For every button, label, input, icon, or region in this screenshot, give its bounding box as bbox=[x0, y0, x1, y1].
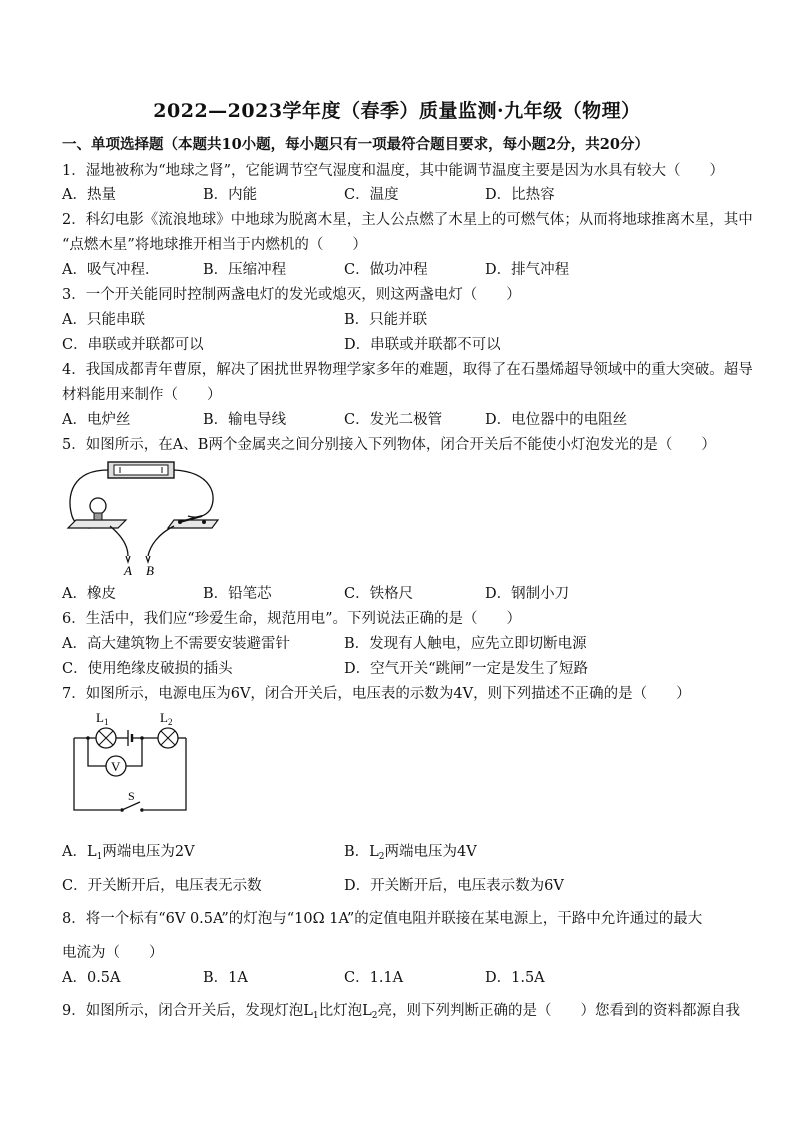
q7-option-d: D．开关断开后，电压表示数为6V bbox=[344, 878, 564, 894]
q4-stem-line2: 材料能用来制作（ ） bbox=[62, 387, 222, 403]
q6-stem: 6．生活中，我们应“珍爱生命，规范用电”。下列说法正确的是（ ） bbox=[62, 611, 522, 627]
q6-option-b: B．发现有人触电，应先立即切断电源 bbox=[344, 636, 587, 652]
q1-option-c: C．温度 bbox=[344, 187, 399, 203]
q1-stem: 1．湿地被称为“地球之肾”，它能调节空气湿度和温度，其中能调节温度主要是因为水具有较大（ ） bbox=[62, 163, 725, 179]
q1-option-b: B．内能 bbox=[203, 187, 258, 203]
q8-option-b: B．1A bbox=[203, 970, 248, 986]
section-heading: 一、单项选择题（本题共10小题，每小题只有一项最符合题目要求，每小题2分，共20分） bbox=[62, 136, 649, 153]
q2-option-a: A．吸气冲程． bbox=[62, 262, 160, 278]
q8-stem-line2: 电流为（ ） bbox=[62, 945, 164, 961]
q7-option-b: B．$L_2$两端电压为4V bbox=[344, 844, 477, 862]
q6-option-a: A．高大建筑物上不需要安装避雷针 bbox=[62, 636, 290, 652]
clip-label-b: B bbox=[146, 563, 154, 578]
q7-option-c: C．开关断开后，电压表无示数 bbox=[62, 878, 262, 894]
lamp-base-icon bbox=[68, 520, 126, 528]
clip-label-a: A bbox=[124, 563, 132, 578]
q1-option-d: D．比热容 bbox=[485, 187, 555, 203]
q4-option-b: B．输电导线 bbox=[203, 412, 287, 428]
q2-option-c: C．做功冲程 bbox=[344, 262, 428, 278]
q5-option-a: A．橡皮 bbox=[62, 586, 116, 602]
q8-option-d: D．1.5A bbox=[485, 970, 545, 986]
q4-option-c: C．发光二极管 bbox=[344, 412, 443, 428]
q4-option-d: D．电位器中的电阻丝 bbox=[485, 412, 628, 428]
switch-label: S bbox=[128, 789, 135, 803]
q8-stem-line1: 8．将一个标有“6V 0.5A”的灯泡与“10Ω 1A”的定值电阻并联接在某电源上，干路中允许通过的最大 bbox=[62, 911, 703, 927]
q6-option-d: D．空气开关“跳闸”一定是发生了短路 bbox=[344, 661, 588, 677]
wire-right bbox=[174, 470, 213, 517]
q4-option-a: A．电炉丝 bbox=[62, 412, 131, 428]
q3-option-c: C．串联或并联都可以 bbox=[62, 337, 204, 353]
voltmeter-label: V bbox=[111, 759, 121, 774]
q2-option-b: B．压缩冲程 bbox=[203, 262, 287, 278]
q5-option-c: C．铁格尺 bbox=[344, 586, 414, 602]
lightbulb-icon bbox=[90, 498, 106, 514]
q2-stem-line2: “点燃木星”将地球推开相当于内燃机的（ ） bbox=[62, 237, 367, 253]
l2-label: $L_2$ bbox=[160, 710, 173, 727]
q2-stem-line1: 2．科幻电影《流浪地球》中地球为脱离木星，主人公点燃了木星上的可燃气体；从而将地球推离木星，其中 bbox=[62, 212, 753, 228]
q5-option-d: D．钢制小刀 bbox=[485, 586, 570, 602]
q5-circuit-figure bbox=[62, 456, 222, 578]
q7-stem: 7．如图所示，电源电压为6V，闭合开关后，电压表的示数为4V，则下列描述不正确的是（ ） bbox=[62, 686, 691, 702]
q3-option-a: A．只能串联 bbox=[62, 312, 145, 328]
q8-option-c: C．1.1A bbox=[344, 970, 404, 986]
q6-option-c: C．使用绝缘皮破损的插头 bbox=[62, 661, 233, 677]
l1-label: $L_1$ bbox=[96, 710, 109, 727]
q5-option-b: B．铅笔芯 bbox=[203, 586, 272, 602]
q8-option-a: A．0.5A bbox=[62, 970, 121, 986]
q2-option-d: D．排气冲程 bbox=[485, 262, 570, 278]
q3-stem: 3．一个开关能同时控制两盏电灯的发光或熄灭，则这两盏电灯（ ） bbox=[62, 287, 521, 303]
q7-option-a: A．$L_1$两端电压为2V bbox=[62, 844, 195, 862]
lead-b bbox=[148, 526, 174, 556]
switch-base-icon bbox=[168, 520, 218, 528]
q1-option-a: A．热量 bbox=[62, 187, 116, 203]
lead-a bbox=[110, 526, 128, 556]
q7-circuit-figure bbox=[66, 706, 196, 818]
q5-stem: 5．如图所示，在A、B两个金属夹之间分别接入下列物体，闭合开关后不能使小灯泡发光的是（ ） bbox=[62, 437, 716, 453]
q3-option-d: D．串联或并联都不可以 bbox=[344, 337, 501, 353]
q3-option-b: B．只能并联 bbox=[344, 312, 428, 328]
q9-stem: 9．如图所示，闭合开关后，发现灯泡$L_1$比灯泡$L_2$亮，则下列判断正确的是（ ）您看到的资料都源自我 bbox=[62, 1003, 740, 1021]
q4-stem-line1: 4．我国成都青年曹原，解决了困扰世界物理学家多年的难题，取得了在石墨烯超导领域中的重大突破。超导 bbox=[62, 362, 753, 378]
battery-cell-icon bbox=[114, 465, 168, 475]
page-title: 2022—2023学年度（春季）质量监测·九年级（物理） bbox=[153, 100, 641, 122]
